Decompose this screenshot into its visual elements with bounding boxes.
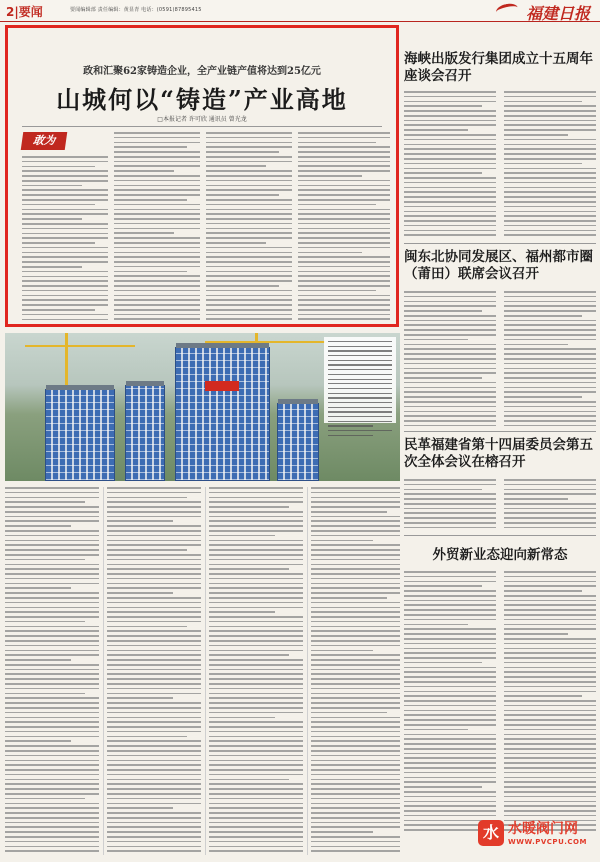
lead-kicker: 政和汇聚62家铸造企业，全产业链产值将达到25亿元 (83, 66, 321, 77)
side-story-1-title[interactable]: 海峡出版发行集团成立十五周年座谈会召开 (404, 51, 593, 84)
news-photo-construction-site[interactable] (5, 333, 400, 481)
lead-story[interactable] (5, 25, 399, 327)
paper-name: 福建日报 (525, 4, 590, 23)
lower-col-4 (311, 487, 400, 855)
masthead (0, 0, 600, 22)
lead-headline[interactable]: 山城何以“铸造”产业高地 (56, 85, 348, 114)
side-story-1[interactable] (404, 51, 596, 241)
lower-col-3 (209, 487, 303, 855)
watermark-url: WWW.PVCPU.COM (508, 838, 587, 846)
red-banner (205, 381, 239, 391)
watermark-name: 水暖阀门网 (508, 821, 578, 837)
editor-info: 要闻编辑部 责任编辑：黄显青 电话：(0591)87895415 (70, 7, 202, 13)
side-story-2-body-right (504, 291, 596, 427)
page-label: 2|要闻 (6, 5, 43, 19)
footer-strip (0, 854, 600, 862)
divider (404, 243, 596, 244)
column-rule (307, 487, 308, 855)
building-main (175, 347, 270, 481)
building-mid (125, 385, 165, 481)
crane-jib (25, 345, 135, 347)
photo-caption (324, 337, 396, 423)
lead-body-col-2 (114, 132, 200, 321)
side-story-3-body-right (504, 479, 596, 531)
side-story-3-body-left (404, 479, 496, 531)
side-story-2-title[interactable]: 闽东北协同发展区、福州都市圈（莆田）联席会议召开 (404, 249, 593, 282)
site-watermark (478, 816, 596, 858)
divider (404, 431, 596, 432)
divider (22, 126, 382, 127)
divider (404, 535, 596, 536)
building-left (45, 389, 115, 481)
side-story-2-body-left (404, 291, 496, 427)
lower-col-1 (5, 487, 99, 855)
column-rule (205, 487, 206, 855)
side-story-1-body-right (504, 91, 596, 239)
side-story-3-title[interactable]: 民革福建省第十四届委员会第五次全体会议在榕召开 (404, 437, 593, 470)
side-story-4-title[interactable]: 外贸新业态迎向新常态 (432, 547, 568, 563)
side-story-4[interactable] (404, 547, 596, 847)
paper-logo-mark (495, 2, 519, 18)
side-story-4-body-left (404, 571, 496, 833)
side-story-4-body-right (504, 571, 596, 833)
main-column (5, 25, 400, 855)
side-story-3[interactable] (404, 437, 596, 533)
lead-body-col-4 (298, 132, 390, 321)
lead-body-col-3 (206, 132, 292, 321)
column-tag: 敢为 (21, 132, 68, 150)
building-right (277, 403, 319, 481)
lower-col-2 (107, 487, 201, 855)
side-story-2[interactable] (404, 249, 596, 429)
lead-body-col-1 (22, 156, 108, 321)
lead-byline: □本报记者 许可欣 通讯员 曾光龙 (157, 116, 247, 123)
watermark-logo-icon: 水 (478, 820, 504, 846)
lower-article (5, 487, 400, 855)
column-rule (103, 487, 104, 855)
side-story-1-body-left (404, 91, 496, 239)
side-column (404, 25, 596, 855)
